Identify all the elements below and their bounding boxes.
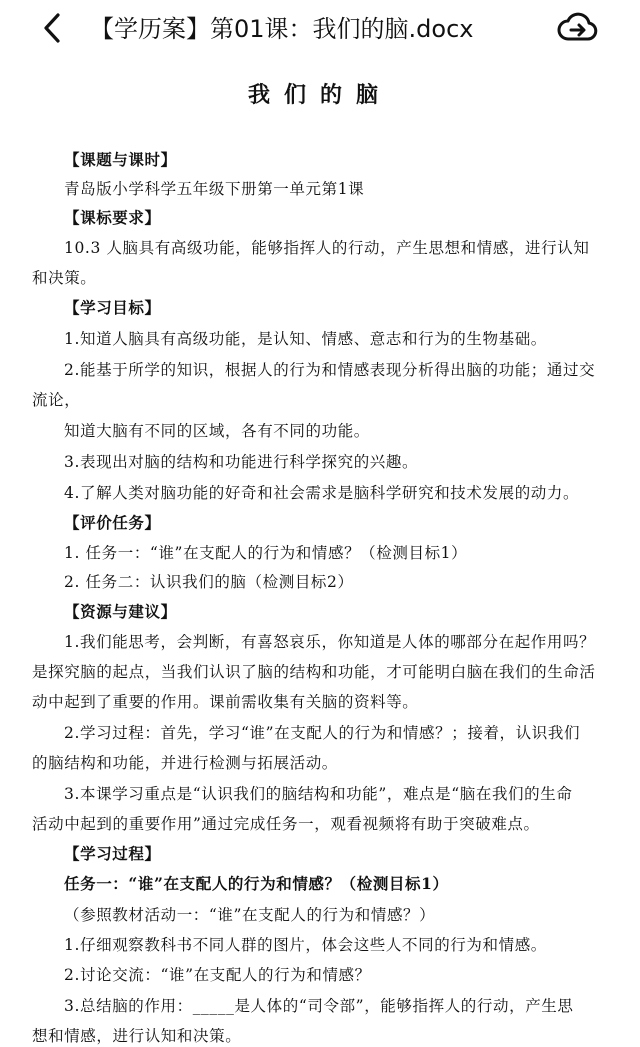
task-heading: 任务一：“谁”在支配人的行为和情感？（检测目标1） (64, 874, 449, 893)
text-line: 2.能基于所学的知识，根据人的行为和情感表现分析得出脑的功能；通过交 (64, 361, 596, 379)
text-line: 3.表现出对脑的结构和功能进行科学探究的兴趣。 (64, 453, 419, 471)
text-line: 动中起到了重要的作用。课前需收集有关脑的资料等。 (32, 693, 419, 711)
section-heading: 【资源与建议】 (64, 603, 177, 621)
section-heading: 【学习目标】 (64, 299, 161, 317)
text-line: 活动中起到的重要作用”通过完成任务一，观看视频将有助于突破难点。 (32, 815, 540, 833)
cloud-upload-button[interactable] (556, 8, 600, 48)
text-line: 想和情感，进行认知和决策。 (32, 1027, 242, 1045)
text-line: 1.我们能思考，会判断，有喜怒哀乐，你知道是人体的哪部分在起作用吗？ (64, 633, 596, 651)
document-title-bar: 【学历案】第01课：我们的脑.docx (90, 15, 474, 43)
text-line: 流论， (32, 391, 81, 409)
text-line: 和决策。 (32, 269, 97, 287)
text-line: 2. 任务二：认识我们的脑（检测目标2） (64, 573, 354, 591)
text-line: 2.讨论交流：“谁”在支配人的行为和情感？ (64, 966, 371, 984)
text-line: 2.学习过程：首先，学习“谁”在支配人的行为和情感？；接着，认识我们 (64, 724, 581, 742)
text-line: 1. 任务一：“谁”在支配人的行为和情感？（检测目标1） (64, 544, 468, 562)
back-arrow-icon (36, 10, 76, 46)
section-heading: 【评价任务】 (64, 514, 161, 532)
text-line: 1.仔细观察教科书不同人群的图片，体会这些人不同的行为和情感。 (64, 936, 547, 954)
back-button[interactable] (36, 10, 76, 46)
section-heading: 【学习过程】 (64, 845, 161, 863)
cloud-upload-icon (556, 8, 600, 48)
text-line: 10.3 人脑具有高级功能，能够指挥人的行动，产生思想和情感，进行认知 (64, 239, 590, 257)
section-heading: 【课题与课时】 (64, 151, 177, 169)
document-heading: 我们的脑 (247, 83, 392, 108)
text-line: 3.总结脑的作用：_____是人体的“司令部”，能够指挥人的行动，产生思 (64, 997, 574, 1015)
top-bar (0, 0, 640, 56)
section-heading: 【课标要求】 (64, 209, 161, 227)
text-line: 3.本课学习重点是“认识我们的脑结构和功能”，难点是“脑在我们的生命 (64, 785, 573, 803)
text-line: 知道大脑有不同的区域，各有不同的功能。 (64, 422, 370, 440)
text-line: 青岛版小学科学五年级下册第一单元第1课 (64, 180, 365, 198)
text-line: 4.了解人类对脑功能的好奇和社会需求是脑科学研究和技术发展的动力。 (64, 484, 580, 502)
text-line: 的脑结构和功能，并进行检测与拓展活动。 (32, 754, 338, 772)
text-line: （参照教材活动一：“谁”在支配人的行为和情感？） (64, 906, 436, 924)
text-line: 是探究脑的起点，当我们认识了脑的结构和功能，才可能明白脑在我们的生命活 (32, 663, 596, 681)
text-line: 1.知道人脑具有高级功能，是认知、情感、意志和行为的生物基础。 (64, 330, 547, 348)
